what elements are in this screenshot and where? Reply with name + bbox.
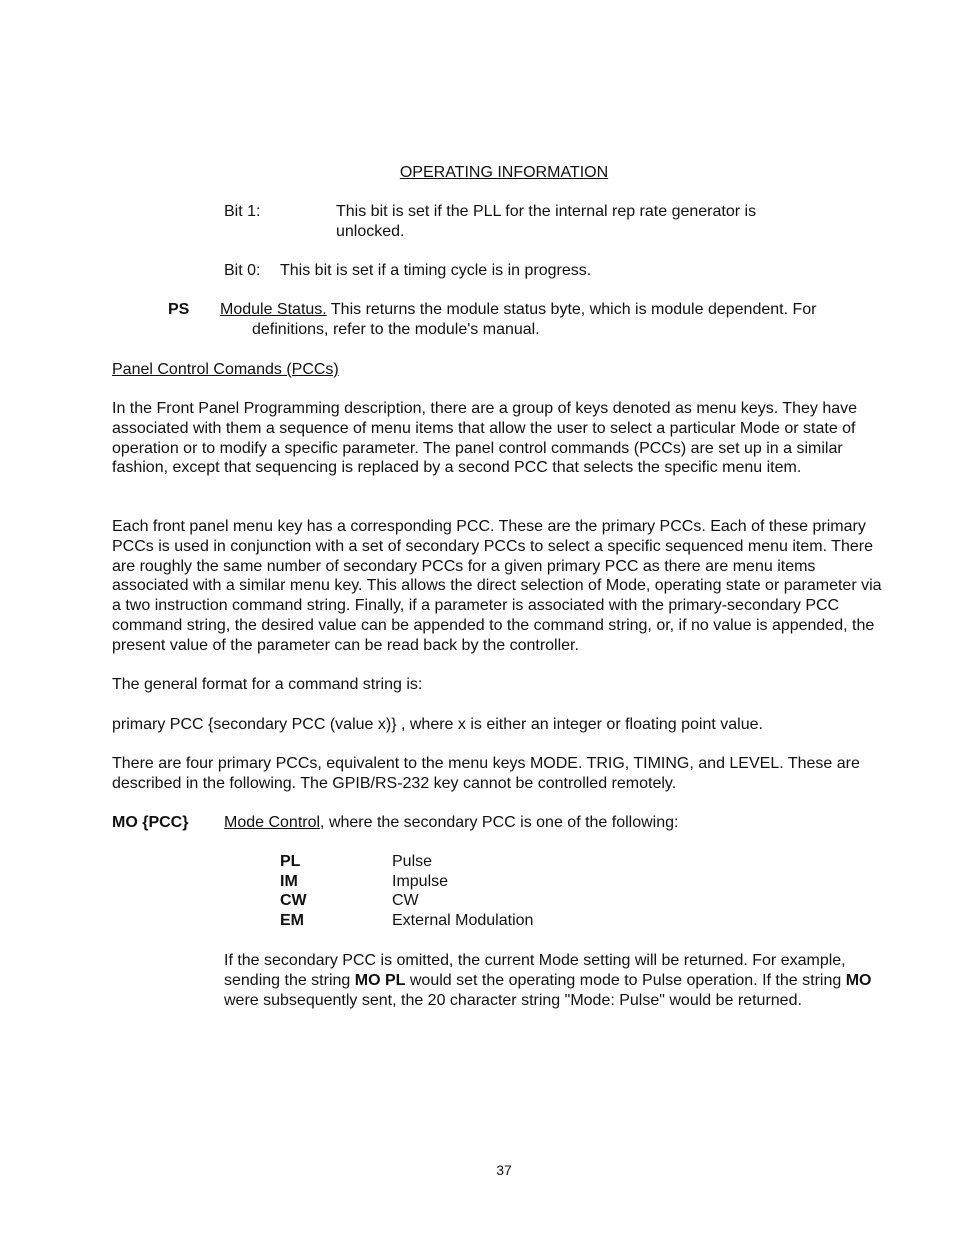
mo-title: Mode Control, — [224, 814, 325, 831]
ps-text-line1: This returns the module status byte, which is module dependent. For — [326, 301, 817, 318]
bit-0-label: Bit 0: — [224, 262, 261, 279]
ps-text-line2: definitions, refer to the module's manual. — [252, 321, 540, 338]
section-heading: Panel Control Comands (PCCs) — [112, 361, 339, 378]
option-name: External Modulation — [392, 912, 534, 929]
paragraph-4: primary PCC {secondary PCC (value x)} , where x is either an integer or floating point value. — [112, 716, 763, 733]
paragraph-3: The general format for a command string is: — [112, 676, 423, 693]
option-name: Impulse — [392, 873, 449, 890]
page-title: OPERATING INFORMATION — [399, 164, 609, 181]
bit-1-text-line2: unlocked. — [336, 223, 405, 240]
paragraph-2: Each front panel menu key has a corresponding PCC. These are the primary PCCs. Each of these primary PCCs is used in conjunction with a set of secondary PCCs to select a specific sequenced menu item. There are roughly the same number of secondary PCCs for a given primary PCC as there are menu items associated with a similar menu key. This allows the direct selection of Mode, operating state or parameter via a two instruction command string. Finally, if a parameter is associated with the primary-secondary PCC command string, the desired value can be appended to the command string, or, if no value is appended, the present value of the parameter can be read back by the controller. — [112, 518, 882, 654]
ps-title: Module Status. — [220, 301, 327, 318]
option-code: PL — [280, 853, 301, 870]
note-command: MO PL — [354, 971, 406, 989]
mo-command-code: MO {PCC} — [112, 814, 189, 831]
ps-command-code: PS — [168, 301, 190, 318]
ps-description-line1 — [220, 300, 816, 320]
mo-desc: where the secondary PCC is one of the following: — [324, 814, 679, 831]
mo-description — [224, 813, 678, 833]
note-text: would set the operating mode to Pulse operation. If the string — [405, 971, 846, 989]
note-text: If the secondary PCC is omitted, the current Mode setting will be returned. For example, sending the string — [224, 952, 846, 989]
paragraph-5: There are four primary PCCs, equivalent to the menu keys MODE. TRIG, TIMING, and LEVEL. These are described in the following. The GPIB/RS-232 key cannot be controlled remotely. — [112, 755, 860, 792]
option-code: IM — [280, 873, 298, 890]
page-number: 37 — [496, 1162, 512, 1178]
bit-1-text-line1: This bit is set if the PLL for the internal rep rate generator is — [336, 203, 757, 220]
bit-0-text: This bit is set if a timing cycle is in progress. — [280, 262, 592, 279]
bit-1-label: Bit 1: — [224, 203, 261, 220]
option-name: Pulse — [392, 853, 433, 870]
paragraph-1: In the Front Panel Programming description, there are a group of keys denoted as menu keys. They have associated with them a sequence of menu items that allow the user to select a particular Mode or state of operation or to modify a specific parameter. The panel control commands (PCCs) are set up in a similar fashion, except that sequencing is replaced by a second PCC that selects the specific menu item. — [112, 400, 858, 477]
note-text: were subsequently sent, the 20 character string "Mode: Pulse" would be returned. — [224, 991, 802, 1009]
option-code: CW — [280, 892, 307, 909]
mo-note-paragraph — [224, 951, 894, 1010]
option-name: CW — [392, 892, 419, 909]
note-command: MO — [845, 971, 872, 989]
option-code: EM — [280, 912, 304, 929]
